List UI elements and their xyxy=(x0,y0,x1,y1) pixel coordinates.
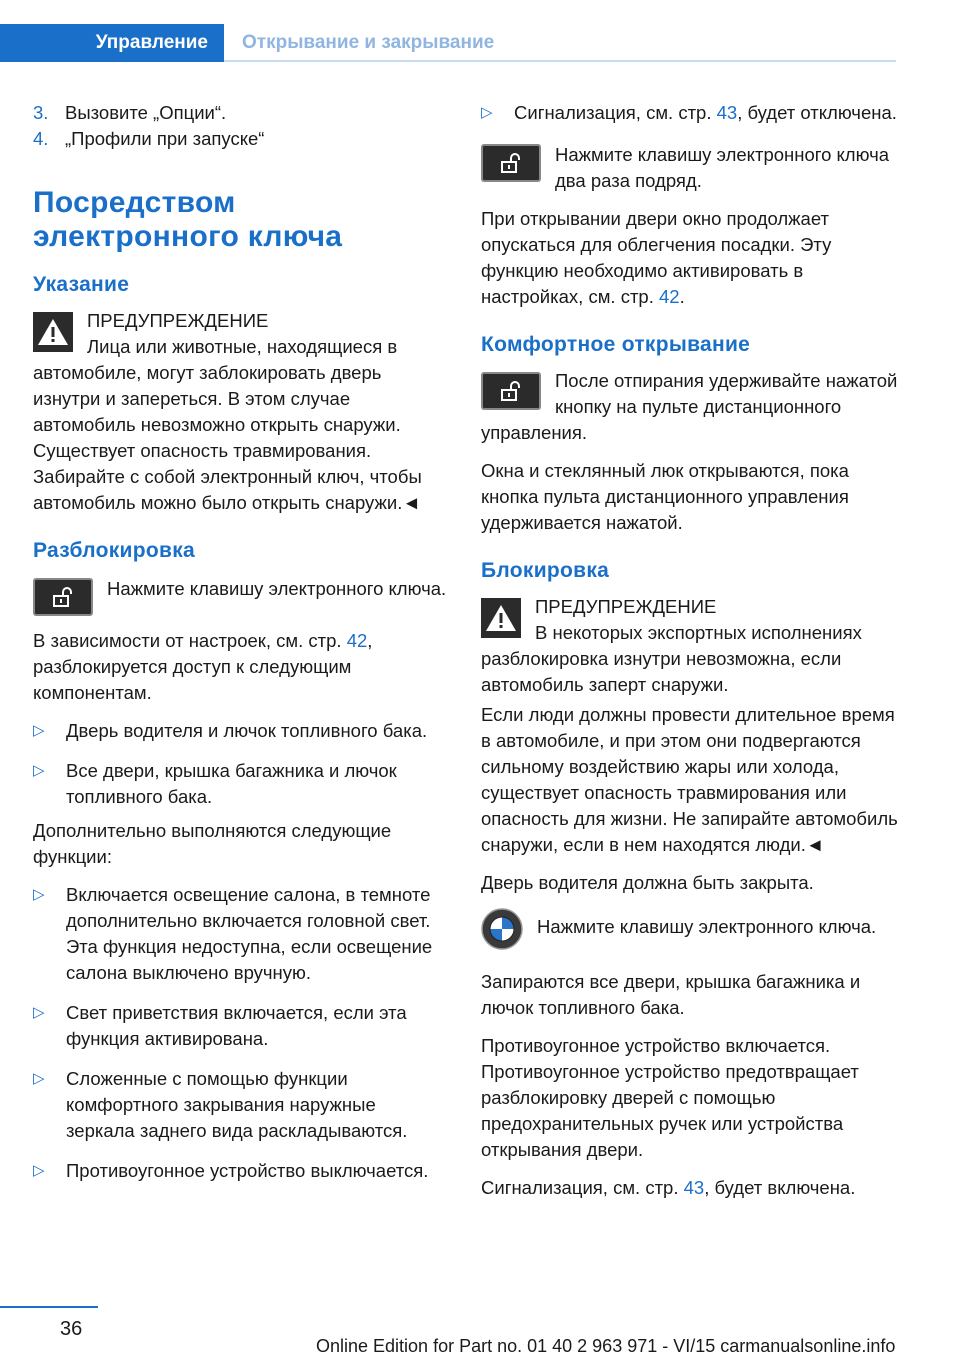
section-title-remote-key: Посредством электронного ключа xyxy=(33,186,343,253)
page-link-42[interactable]: 42 xyxy=(346,630,368,651)
unlock-dependency-text: В зависимости от настроек, см. стр. 42, разблокируется доступ к следующим компонентам. xyxy=(33,630,373,703)
heading-lock: Блокировка xyxy=(481,559,610,582)
anti-theft-description: Противоугонное устройство предотвращает разблокировку дверей с помощью предохранительных ручек или устройства открывания двери. xyxy=(481,1061,859,1160)
unlock-key-icon xyxy=(481,372,541,410)
window-lowering-text: При открывании двери окно продолжает опускаться для облегчения посадки. Эту функцию необходимо активировать в настройках, см. стр. 42. xyxy=(481,208,832,307)
heading-note: Указание xyxy=(33,273,130,296)
footer-watermark: Online Edition for Part no. 01 40 2 963 971 - VI/15 carmanualsonline.info xyxy=(316,1336,896,1356)
triangle-bullet-icon: ▷ xyxy=(33,1070,45,1087)
warning-icon xyxy=(33,312,73,352)
step-number: 3. xyxy=(33,102,49,123)
lock-instruction xyxy=(481,908,899,957)
unlock-instruction-text: Нажмите клавишу электронного ключа. xyxy=(107,578,447,599)
lock-instruction-text: Нажмите клавишу электронного ключа. xyxy=(537,916,877,937)
comfort-instruction-text: После отпирания удерживайте нажатой кнопку на пульте дистанционного управления. xyxy=(481,370,898,443)
page-number: 36 xyxy=(60,1318,83,1340)
list-item: ▷ Включается освещение салона, в темноте дополнительно включается головной свет. Эта функция недоступна, если освещение салона выключено вручную. xyxy=(33,882,448,986)
driver-door-text: Дверь водителя должна быть закрыта. xyxy=(481,872,814,893)
warning-title: ПРЕДУПРЕЖДЕНИЕ xyxy=(87,310,269,331)
anti-theft-on-text: Противоугонное устройство включается. xyxy=(481,1035,831,1056)
heading-unlock: Разблокировка xyxy=(33,539,195,562)
list-item: ▷ Дверь водителя и лючок топливного бака. xyxy=(33,718,448,744)
right-column xyxy=(481,100,899,1213)
header-section-inactive: Открывание и закрывание xyxy=(242,32,495,53)
step-text: „Профили при запуске“ xyxy=(65,128,265,149)
warning-text: Лица или животные, находящиеся в автомобиле, могут заблокировать дверь изнутри и запереться. В этом случае автомобиль невозможно открыть снаружи. Существует опасность травмирования. Забирайте с собой электронный ключ, чтобы автомобиль можно было открыть снаружи.◄ xyxy=(33,336,422,513)
page-link-42[interactable]: 42 xyxy=(659,286,680,307)
warning-block xyxy=(481,594,899,698)
locked-items-text: Запираются все двери, крышка багажника и лючок топливного бака. xyxy=(481,971,861,1018)
triangle-bullet-icon: ▷ xyxy=(33,886,45,903)
triangle-bullet-icon: ▷ xyxy=(33,1004,45,1021)
unlock-key-icon xyxy=(481,144,541,182)
warning-text-continued: Если люди должны провести длительное время в автомобиле, и при этом они подвергаются сильному воздействию жары или холода, существует опасность травмирования или опасность для жизни. Не запирайте автомобиль снаружи, если в нем находятся люди.◄ xyxy=(481,704,898,855)
warning-icon xyxy=(481,598,521,638)
comfort-instruction xyxy=(481,368,899,446)
list-item: ▷ Сигнализация, см. стр. 43, будет отключена. xyxy=(481,100,899,126)
bmw-logo-icon xyxy=(481,908,523,957)
page-header xyxy=(0,0,960,62)
triangle-bullet-icon: ▷ xyxy=(481,104,493,121)
header-divider xyxy=(224,60,896,62)
triangle-bullet-icon: ▷ xyxy=(33,762,45,779)
page-link-43[interactable]: 43 xyxy=(716,102,738,123)
list-item: ▷ Свет приветствия включается, если эта функция активирована. xyxy=(33,1000,448,1052)
header-section-active: Управление xyxy=(0,24,224,62)
double-press-text: Нажмите клавишу электронного ключа два раза подряд. xyxy=(555,144,890,191)
footer-divider xyxy=(0,1306,98,1308)
unlock-key-icon xyxy=(33,578,93,616)
warning-title: ПРЕДУПРЕЖДЕНИЕ xyxy=(535,596,717,617)
comfort-text: Окна и стеклянный люк открываются, пока кнопка пульта дистанционного управления удерживается нажатой. xyxy=(481,460,849,533)
unlock-instruction xyxy=(33,574,448,616)
list-item: ▷ Сложенные с помощью функции комфортного закрывания наружные зеркала заднего вида раскладываются. xyxy=(33,1066,448,1144)
left-column xyxy=(33,100,448,1198)
step-text: Вызовите „Опции“. xyxy=(65,102,227,123)
list-item: ▷ Противоугонное устройство выключается. xyxy=(33,1158,448,1184)
triangle-bullet-icon: ▷ xyxy=(33,1162,45,1179)
step-4 xyxy=(33,126,448,152)
additional-functions-text: Дополнительно выполняются следующие функции: xyxy=(33,820,392,867)
step-3 xyxy=(33,100,448,126)
page-link-43[interactable]: 43 xyxy=(683,1177,705,1198)
triangle-bullet-icon: ▷ xyxy=(33,722,45,739)
warning-text: В некоторых экспортных исполнениях разблокировка изнутри невозможна, если автомобиль заперт снаружи. xyxy=(481,622,862,695)
heading-comfort-opening: Комфортное открывание xyxy=(481,333,751,356)
step-number: 4. xyxy=(33,128,49,149)
alarm-enabled-text: Сигнализация, см. стр. 43, будет включена. xyxy=(481,1177,856,1198)
double-press-instruction xyxy=(481,140,899,194)
list-item: ▷ Все двери, крышка багажника и лючок топливного бака. xyxy=(33,758,448,810)
warning-block xyxy=(33,308,448,516)
